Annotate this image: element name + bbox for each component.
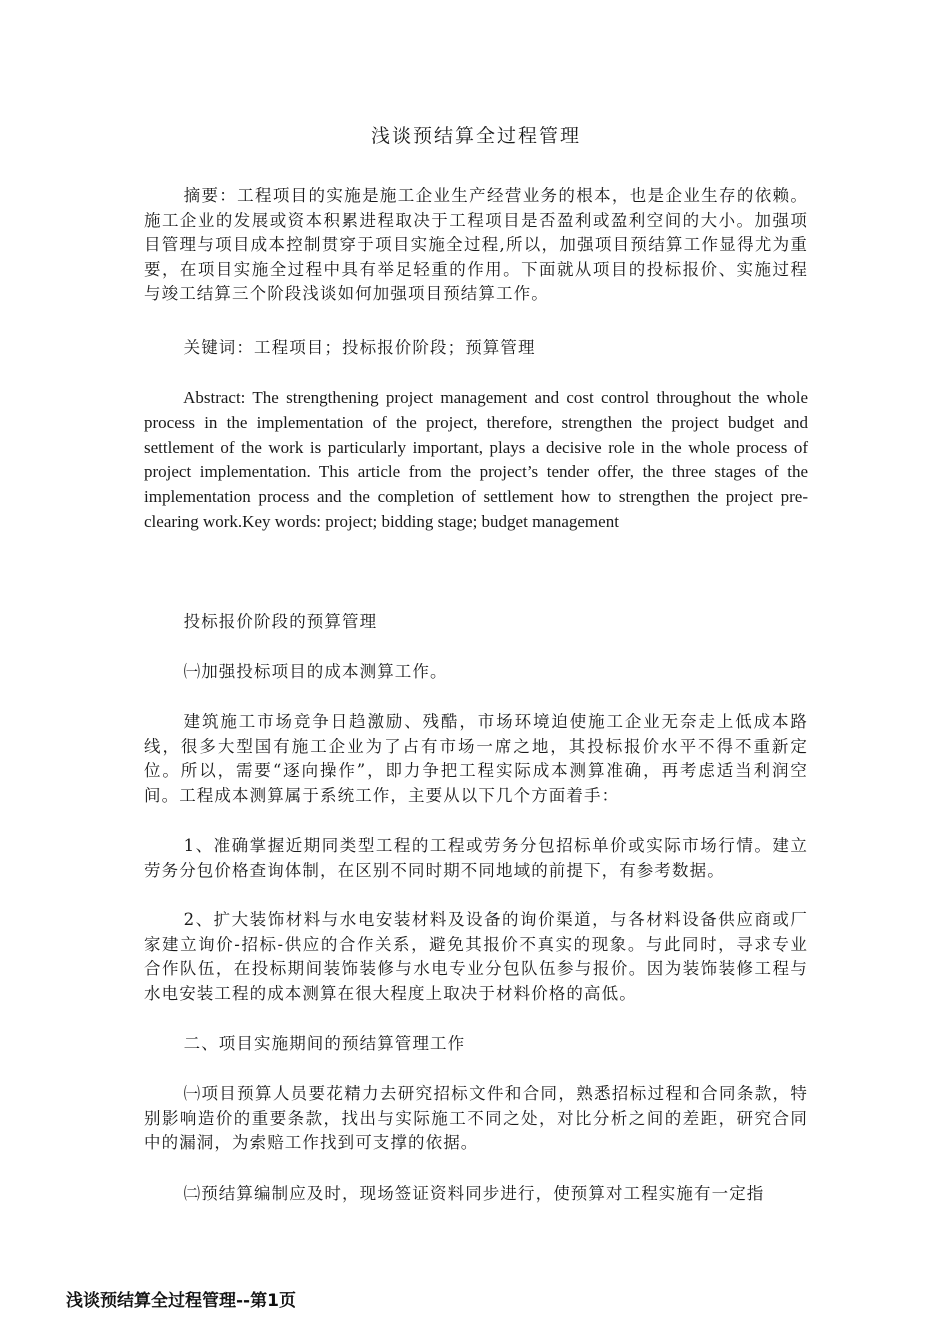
list-item-2: 2、扩大装饰材料与水电安装材料及设备的询价渠道，与各材料设备供应商或厂家建立询价-招标-供应的合作关系，避免其报价不真实的现象。与此同时，寻求专业合作队伍，在投标期间装饰装修与水电专业分包队伍参与报价。因为装饰装修工程与水电安装工程的成本测算在很大程度上取决于材料价格的高低。 [144,910,808,1003]
section-heading-implementation: 二、项目实施期间的预结算管理工作 [183,1034,466,1053]
abstract-chinese: 摘要：工程项目的实施是施工企业生产经营业务的根本，也是企业生存的依赖。施工企业的发展或资本积累进程取决于工程项目是否盈利或盈利空间的大小。加强项目管理与项目成本控制贯穿于项目实施全过程,所以，加强项目预结算工作显得尤为重要，在项目实施全过程中具有举足轻重的作用。下面就从项目的投标报价、实施过程与竣工结算三个阶段浅谈如何加强项目预结算工作。 [144,186,808,303]
paragraph-contract-study: ㈠项目预算人员要花精力去研究招标文件和合同，熟悉招标过程和合同条款，特别影响造价的重要条款，找出与实际施工不同之处，对比分析之间的差距，研究合同中的漏洞，为索赔工作找到可支撑的依据。 [144,1084,808,1152]
abstract-english: Abstract: The strengthening project management and cost control throughout the whole process in the implementation of the project, therefore, strengthen the project budget and settlement of the work is particularly important, plays a decisive role in the whole process of project implementation. This article from the project’s tender offer, the three stages of the implementation process and the completion of settlement how to strengthen the project pre-clearing work.Key words: project; bidding stage; budget management [144,388,808,531]
document-title: 浅谈预结算全过程管理 [370,125,581,147]
keywords-chinese: 关键词：工程项目；投标报价阶段；预算管理 [183,338,536,357]
section-heading-bidding: 投标报价阶段的预算管理 [183,612,378,631]
paragraph-market-competition: 建筑施工市场竞争日趋激励、残酷，市场环境迫使施工企业无奈走上低成本路线，很多大型国有施工企业为了占有市场一席之地，其投标报价水平不得不重新定位。所以，需要“逐向操作”，即力争把工程实际成本测算准确，再考虑适当利润空间。工程成本测算属于系统工作，主要从以下几个方面着手： [144,712,808,805]
page-footer: 浅谈预结算全过程管理--第1页 [66,1291,296,1311]
paragraph-timely-budget: ㈡预结算编制应及时，现场签证资料同步进行，使预算对工程实施有一定指 [183,1184,765,1203]
list-item-1: 1、准确掌握近期同类型工程的工程或劳务分包招标单价或实际市场行情。建立劳务分包价格查询体制，在区别不同时期不同地域的前提下，有参考数据。 [144,836,808,880]
subheading-cost-estimation: ㈠加强投标项目的成本测算工作。 [183,662,448,681]
